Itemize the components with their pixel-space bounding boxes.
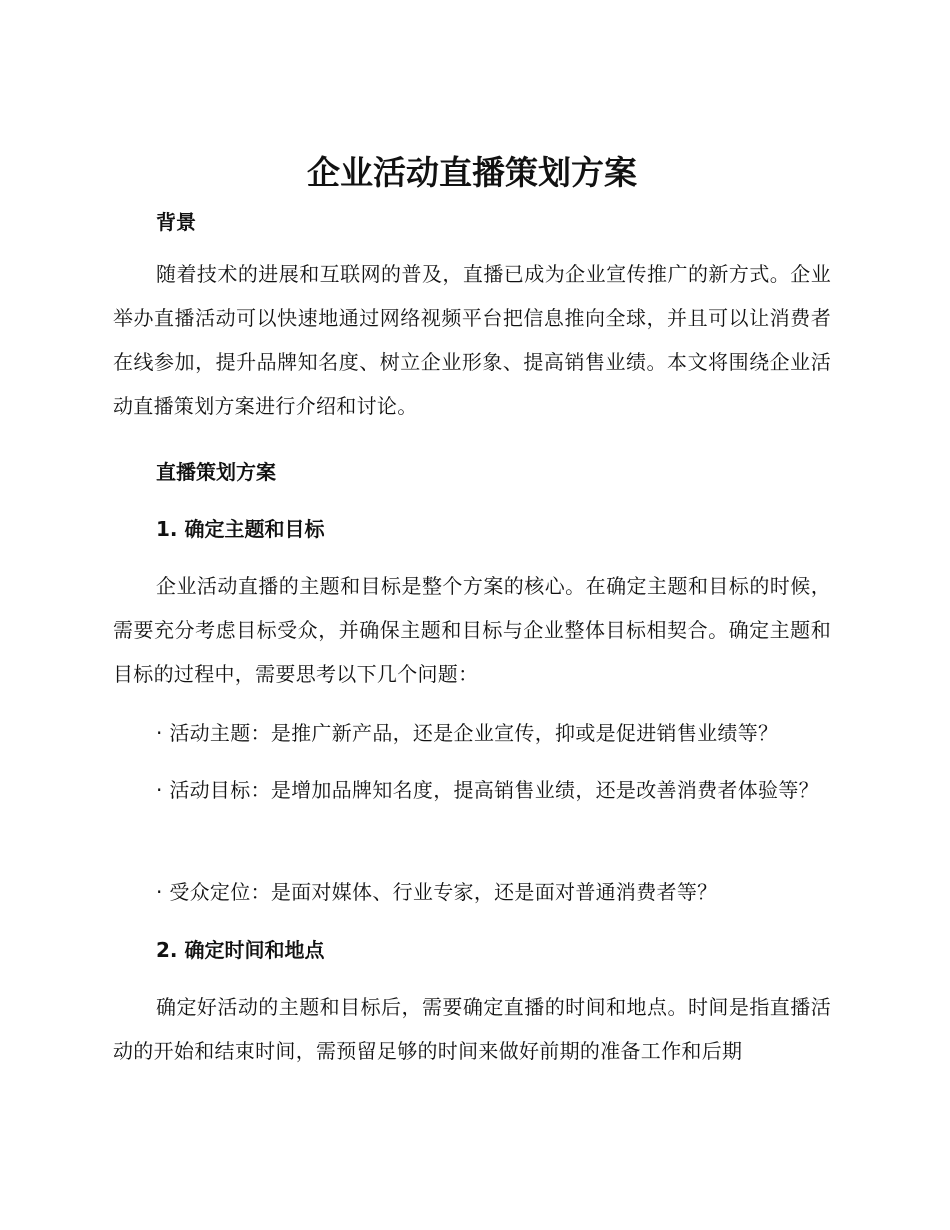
heading-step1: 1. 确定主题和目标 <box>156 517 325 541</box>
document-title: 企业活动直播策划方案 <box>307 153 637 192</box>
paragraph-step2: 确定好活动的主题和目标后，需要确定直播的时间和地点。时间是指直播活动的开始和结束时间，需预留足够的时间来做好前期的准备工作和后期 <box>113 995 831 1063</box>
paragraph-step1: 企业活动直播的主题和目标是整个方案的核心。在确定主题和目标的时候，需要充分考虑目标受众，并确保主题和目标与企业整体目标相契合。确定主题和目标的过程中，需要思考以下几个问题： <box>113 574 831 686</box>
paragraph-background: 随着技术的进展和互联网的普及，直播已成为企业宣传推广的新方式。企业举办直播活动可以快速地通过网络视频平台把信息推向全球，并且可以让消费者在线参加，提升品牌知名度、树立企业形象、提高销售业绩。本文将围绕企业活动直播策划方案进行介绍和讨论。 <box>113 262 831 418</box>
heading-plan: 直播策划方案 <box>156 460 276 484</box>
heading-background: 背景 <box>156 210 196 234</box>
heading-step2: 2. 确定时间和地点 <box>156 938 325 962</box>
bullet-goal: · 活动目标：是增加品牌知名度，提高销售业绩，还是改善消费者体验等？ <box>156 778 819 802</box>
bullet-theme: · 活动主题：是推广新产品，还是企业宣传，抑或是促进销售业绩等？ <box>156 721 779 745</box>
bullet-audience: · 受众定位：是面对媒体、行业专家，还是面对普通消费者等？ <box>156 880 718 904</box>
